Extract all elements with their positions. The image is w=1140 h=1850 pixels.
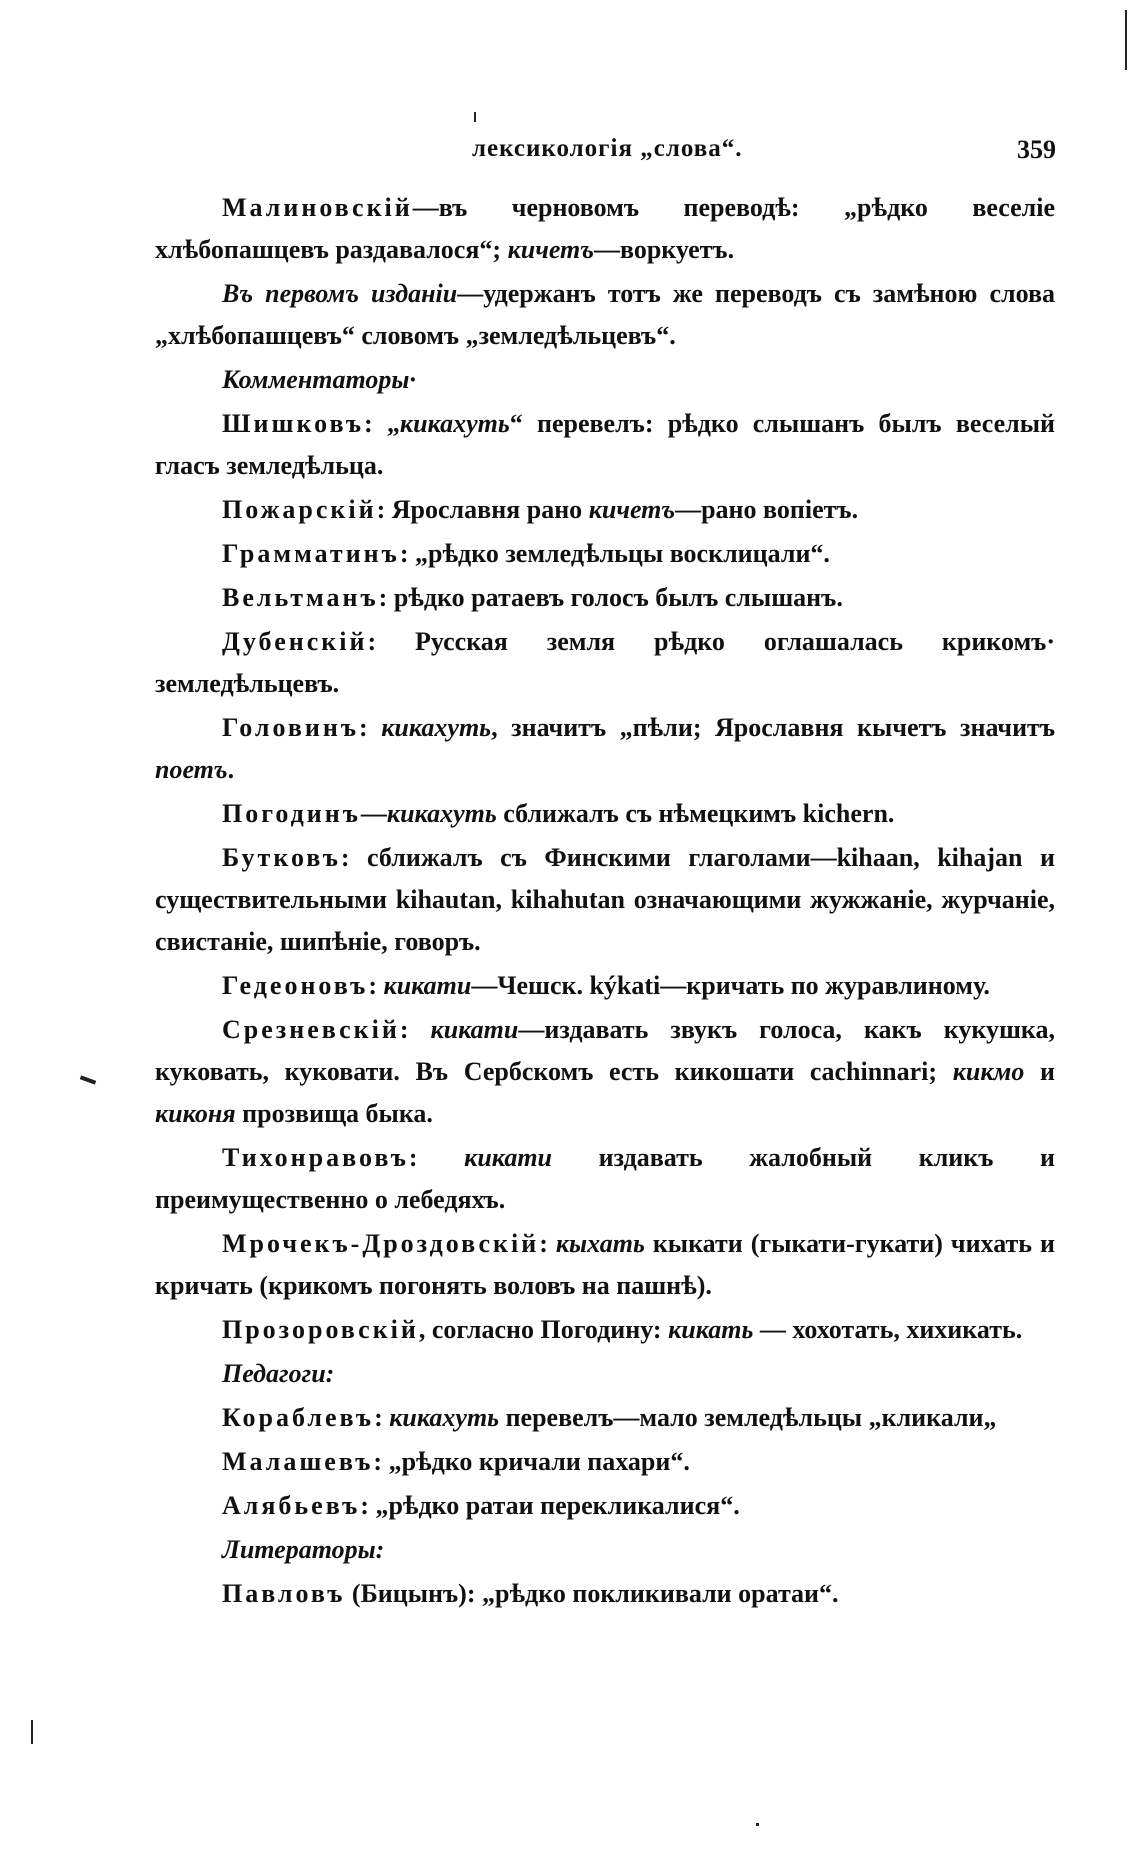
author-name: Малиновскій [222,193,413,222]
entry-text: . [227,755,235,784]
entry-paragraph [155,621,1055,705]
italic-term: кикахуть [389,1403,500,1432]
entry-paragraph [155,1309,1055,1351]
author-name: Пожарскій [222,495,377,524]
entry-text: — [360,799,387,828]
running-header [222,135,1062,175]
entry-text: : [408,1143,465,1172]
section-heading [155,359,1055,401]
author-name: Бутковъ [222,843,341,872]
author-name: Дубенскій [222,627,368,656]
print-speck [474,112,476,122]
author-name: Головинъ [222,713,360,742]
entry-text: : „рѣдко земледѣльцы восклицали“. [399,539,830,568]
italic-term: кикахуть [381,713,492,742]
print-speck [756,1823,759,1826]
italic-term: кыхать [555,1229,645,1258]
page-body [155,187,1055,1617]
margin-mark [80,1075,96,1084]
entry-paragraph [155,489,1055,531]
entry-text: — хохотать, хихикать. [753,1315,1023,1344]
italic-term: кичетъ [507,235,594,264]
section-heading [155,1353,1055,1395]
entry-text: : [539,1229,556,1258]
page-edge-mark [1125,10,1127,70]
italic-term: кичетъ [588,495,676,524]
entry-text: сближалъ съ нѣмецкимъ kichern. [496,799,895,828]
entry-paragraph [155,533,1055,575]
italic-term: кикмо [952,1057,1025,1086]
italic-term: поетъ [155,755,228,784]
entry-text: , согласно Погодину: [418,1315,669,1344]
entry-text: —рано вопіетъ. [675,495,859,524]
entry-paragraph [155,793,1055,835]
author-name: Павловъ [222,1579,346,1608]
entry-text: : [374,1403,390,1432]
entry-paragraph [155,837,1055,963]
entry-text: перевелъ—мало земледѣльцы „кликали„ [499,1403,997,1432]
entry-paragraph [155,577,1055,619]
entry-text: : „ [364,409,400,438]
entry-text: “ перевелъ: рѣдко слышанъ былъ веселый гласъ земледѣльца. [155,409,1055,480]
author-name: Тихонравовъ [222,1143,409,1172]
author-name: Грамматинъ [222,539,400,568]
entry-text: —удержанъ тотъ же переводъ съ замѣною слова „хлѣбопашцевъ“ словомъ „земледѣльцевъ“. [155,279,1055,350]
italic-term: кикахуть [399,409,510,438]
italic-term: кикати [383,971,472,1000]
author-name: Прозоровскій [222,1315,419,1344]
entry-paragraph [155,187,1055,271]
entry-text: (Бицынъ): „рѣдко покликивали оратаи“. [345,1579,839,1608]
entry-paragraph [155,1137,1055,1221]
entry-paragraph [155,403,1055,487]
entry-text: , значитъ „пѣли; Ярославня кычетъ значитъ [491,713,1055,742]
entry-paragraph [155,1573,1055,1615]
entry-text: —воркуетъ. [593,235,735,264]
section-heading-text: Комментаторы· [222,365,416,394]
entry-paragraph [155,965,1055,1007]
entry-text: : „рѣдко ратаи перекликалися“. [360,1491,740,1520]
entry-paragraph [155,1485,1055,1527]
entry-text: и [1024,1057,1055,1086]
italic-term: кикати [464,1143,553,1172]
entry-text: : [359,713,382,742]
section-heading-text: Педагоги: [222,1359,335,1388]
margin-line [31,1720,33,1744]
entry-text: —издавать звукъ голоса, какъ кукушка, куковать, куковати. Въ Сербскомъ есть кикошати cachinnari; [155,1015,1055,1086]
entry-text: : сближалъ съ Финскими глаголами—kihaan, kihajan и существительными kihautan, kihahutan означающими жужжаніе, журчаніе, свистаніе, шипѣніе, говоръ. [155,843,1055,956]
author-name: Кораблевъ [222,1403,375,1432]
author-name: Вельтманъ [222,583,379,612]
entry-paragraph [155,1223,1055,1307]
entry-paragraph [155,1441,1055,1483]
entry-text: : рѣдко ратаевъ голосъ былъ слышанъ. [378,583,843,612]
section-heading [155,1529,1055,1571]
entry-paragraph [155,1397,1055,1439]
italic-term: кикахуть [386,799,497,828]
author-name: Гедеоновъ [222,971,369,1000]
entry-paragraph [155,707,1055,791]
author-name: Шишковъ [222,409,365,438]
entry-paragraph [155,1009,1055,1135]
entry-text: : Русская земля рѣдко оглашалась крикомъ· земледѣльцевъ. [155,627,1055,698]
entry-text: прозвища быка. [235,1099,433,1128]
header-title: лексикологія „слова“. [472,135,743,162]
italic-term: Въ первомъ изданіи [222,279,458,308]
entry-text: : [368,971,384,1000]
entry-text: кыкати (гыкати-гукати) чихать и кричать (крикомъ погонять воловъ на пашнѣ). [155,1229,1055,1300]
section-heading-text: Литераторы: [222,1535,385,1564]
entry-text: издавать жалобный кликъ и преимущественно о лебедяхъ. [155,1143,1055,1214]
entry-text: : „рѣдко кричали пахари“. [373,1447,690,1476]
entry-text: : [399,1015,431,1044]
italic-term: кикать [668,1315,754,1344]
author-name: Мрочекъ-Дроздовскій [222,1229,540,1258]
entry-text: —Чешск. kýkati—кричать по журавлиному. [471,971,990,1000]
page-number: 359 [1017,135,1056,164]
italic-term: киконя [155,1099,236,1128]
entry-text: : Ярославня рано [376,495,589,524]
entry-paragraph [155,273,1055,357]
author-name: Срезневскій [222,1015,400,1044]
italic-term: кикати [430,1015,519,1044]
author-name: Алябьевъ [222,1491,361,1520]
entry-text: —въ черновомъ переводѣ: „рѣдко веселіе хлѣбопашцевъ раздавалося“; [155,193,1055,264]
author-name: Погодинъ [222,799,361,828]
author-name: Малашевъ [222,1447,374,1476]
